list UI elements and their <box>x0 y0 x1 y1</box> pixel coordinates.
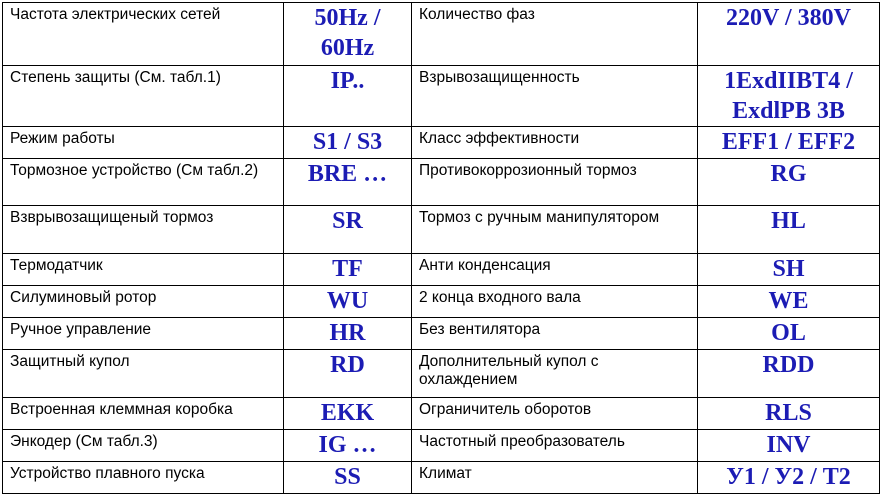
option-code: TF <box>284 254 412 286</box>
option-label: Противокоррозионный тормоз <box>412 159 698 206</box>
option-label: Количество фаз <box>412 3 698 66</box>
option-label: Тормоз с ручным манипулятором <box>412 206 698 254</box>
option-code: EFF1 / EFF2 <box>698 127 880 159</box>
option-label: Частотный преобразователь <box>412 430 698 462</box>
option-label: 2 конца входного вала <box>412 286 698 318</box>
option-label: Тормозное устройство (См табл.2) <box>3 159 284 206</box>
option-label: Класс эффективности <box>412 127 698 159</box>
table-row <box>3 462 880 494</box>
option-code: SR <box>284 206 412 254</box>
option-code: 50Hz / 60Hz <box>284 3 412 66</box>
table-row <box>3 127 880 159</box>
option-code: WE <box>698 286 880 318</box>
option-code: RG <box>698 159 880 206</box>
option-label: Ручное управление <box>3 318 284 350</box>
table-row <box>3 254 880 286</box>
table-row <box>3 398 880 430</box>
option-code: IP.. <box>284 66 412 127</box>
option-code: S1 / S3 <box>284 127 412 159</box>
option-label: Встроенная клеммная коробка <box>3 398 284 430</box>
table-row <box>3 66 880 127</box>
table-row <box>3 318 880 350</box>
option-label: Степень защиты (См. табл.1) <box>3 66 284 127</box>
option-label: Режим работы <box>3 127 284 159</box>
option-label: Взрывозащищенность <box>412 66 698 127</box>
option-code: EKK <box>284 398 412 430</box>
option-code: WU <box>284 286 412 318</box>
option-label: Силуминовый ротор <box>3 286 284 318</box>
option-code: RDD <box>698 350 880 398</box>
motor-options-table <box>2 2 880 494</box>
option-label: Энкодер (См табл.3) <box>3 430 284 462</box>
option-label: Защитный купол <box>3 350 284 398</box>
table-row <box>3 159 880 206</box>
table-row <box>3 206 880 254</box>
option-code: IG … <box>284 430 412 462</box>
option-code: 1ExdIIBT4 / ExdlPB 3B <box>698 66 880 127</box>
option-label: Частота электрических сетей <box>3 3 284 66</box>
option-code: 220V / 380V <box>698 3 880 66</box>
option-label: Дополнительный купол с охлаждением <box>412 350 698 398</box>
option-label: Анти конденсация <box>412 254 698 286</box>
option-code: BRE … <box>284 159 412 206</box>
option-label: Климат <box>412 462 698 494</box>
option-code: SH <box>698 254 880 286</box>
option-code: RD <box>284 350 412 398</box>
option-code: У1 / У2 / Т2 <box>698 462 880 494</box>
option-label: Термодатчик <box>3 254 284 286</box>
option-label: Без вентилятора <box>412 318 698 350</box>
table-row <box>3 3 880 66</box>
option-code: HL <box>698 206 880 254</box>
table-row <box>3 286 880 318</box>
option-label: Взврывозащищеный тормоз <box>3 206 284 254</box>
table-row <box>3 350 880 398</box>
option-code: HR <box>284 318 412 350</box>
option-label: Устройство плавного пуска <box>3 462 284 494</box>
option-code: RLS <box>698 398 880 430</box>
table-row <box>3 430 880 462</box>
option-code: OL <box>698 318 880 350</box>
option-code: INV <box>698 430 880 462</box>
option-label: Ограничитель оборотов <box>412 398 698 430</box>
option-code: SS <box>284 462 412 494</box>
